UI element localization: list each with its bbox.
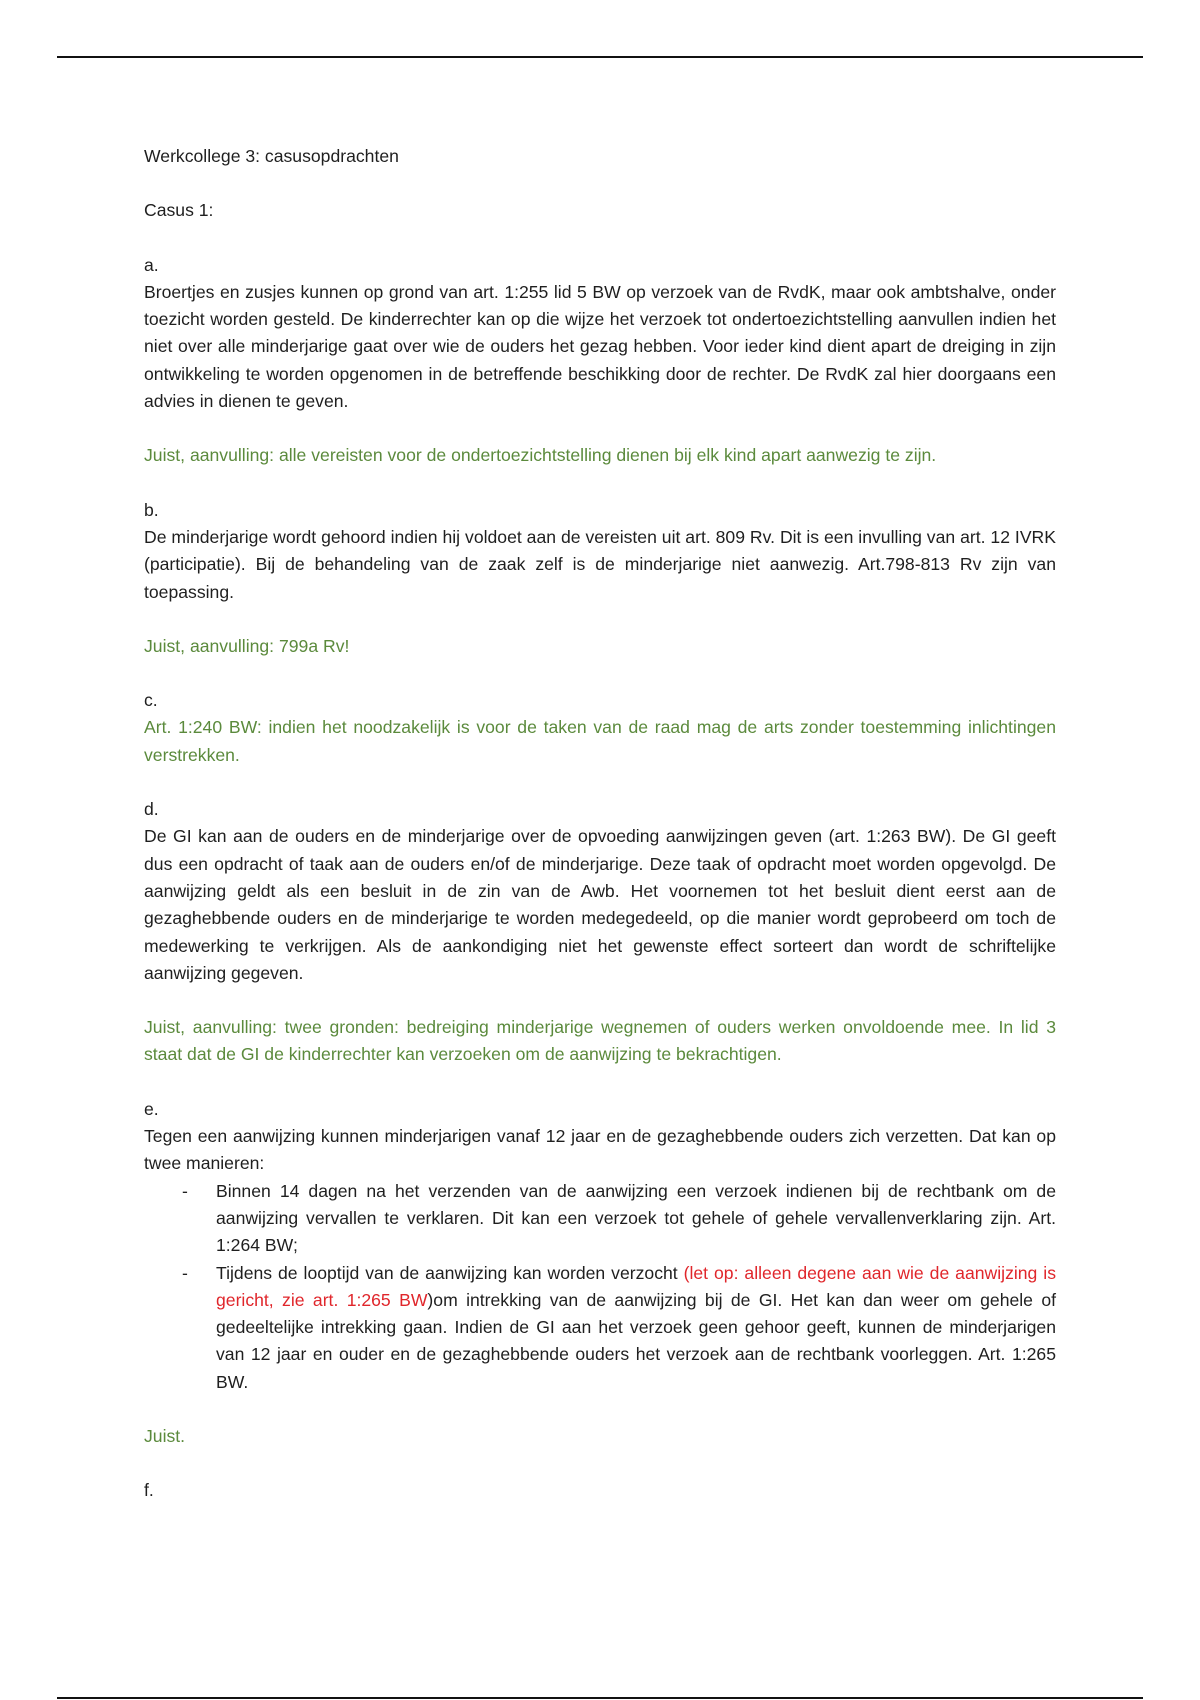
header-rule xyxy=(57,56,1143,58)
question-c-answer: Art. 1:240 BW: indien het noodzakelijk is voor de taken van de raad mag de arts zonder toestemming inlichtingen verstrekken. xyxy=(144,717,1056,765)
document-title: Werkcollege 3: casusopdrachten xyxy=(144,146,399,166)
question-a-label: a. xyxy=(144,254,159,275)
casus-heading: Casus 1: xyxy=(144,200,214,221)
question-b-feedback: Juist, aanvulling: 799a Rv! xyxy=(144,635,350,656)
question-e-intro: Tegen een aanwijzing kunnen minderjarigen vanaf 12 jaar en de gezaghebbende ouders zich verzetten. Dat kan op twee manieren: xyxy=(144,1126,1056,1174)
question-b-answer: De minderjarige wordt gehoord indien hij voldoet aan de vereisten uit art. 809 Rv. Dit is een invulling van art. 12 IVRK (participatie). Bij de behandeling van de zaak zelf is de minderjarige niet aanwezig. Art.798-813 Rv zijn van toepassing. xyxy=(144,526,1056,602)
bullet-dash: - xyxy=(182,1180,188,1201)
question-d-label: d. xyxy=(144,799,159,820)
footer-rule xyxy=(57,1697,1143,1699)
bullet-note-red: (let op: alleen degene aan wie de aanwijzing is gericht, zie art. 1:265 BW xyxy=(216,1262,1056,1310)
bullet-text-post: )om intrekking van de aanwijzing bij de GI. Het kan dan weer om gehele of gedeeltelijke intrekking gaan. Indien de GI aan het verzoek geen gehoor geeft, kunnen de minderjarigen van 12 jaar en ouder en de gezaghebbende ouders het verzoek aan de rechtbank voorleggen. Art. 1:265 BW. xyxy=(216,1289,1056,1392)
list-item xyxy=(144,1178,1056,1260)
question-d-answer: De GI kan aan de ouders en de minderjarige over de opvoeding aanwijzingen geven (art. 1:263 BW). De GI geeft dus een opdracht of taak aan de ouders en/of de minderjarige. Deze taak of opdracht moet worden opgevolgd. De aanwijzing geldt als een besluit in de zin van de Awb. Het voornemen tot het besluit dient eerst aan de gezaghebbende ouders en de minderjarige te worden medegedeeld, op die manier wordt geprobeerd om toch de medewerking te verkrijgen. Als de aankondiging niet het gewenste effect sorteert dan wordt de schriftelijke aanwijzing gegeven. xyxy=(144,826,1056,983)
question-f-label: f. xyxy=(144,1480,154,1501)
question-e-label: e. xyxy=(144,1098,159,1119)
document-body xyxy=(144,143,1056,1505)
bullet-text-pre: Tijdens de looptijd van de aanwijzing kan worden verzocht xyxy=(216,1262,684,1283)
question-c-label: c. xyxy=(144,690,158,711)
question-d-feedback: Juist, aanvulling: twee gronden: bedreiging minderjarige wegnemen of ouders werken onvoldoende mee. In lid 3 staat dat de GI de kinderrechter kan verzoeken om de aanwijzing te bekrachtigen. xyxy=(144,1017,1056,1065)
bullet-dash: - xyxy=(182,1262,188,1283)
question-a-answer: Broertjes en zusjes kunnen op grond van art. 1:255 lid 5 BW op verzoek van de RvdK, maar ook ambtshalve, onder toezicht worden gesteld. De kinderrechter kan op die wijze het verzoek tot ondertoezichtstelling aanvullen indien het niet over alle minderjarige gaat over wie de ouders het gezag hebben. Voor ieder kind dient apart de dreiging in zijn ontwikkeling te worden opgenomen in de betreffende beschikking door de rechter. De RvdK zal hier doorgaans een advies in dienen te geven. xyxy=(144,281,1056,412)
bullet-text: Binnen 14 dagen na het verzenden van de aanwijzing een verzoek indienen bij de rechtbank om de aanwijzing vervallen te verklaren. Dit kan een verzoek tot gehele of gehele vervallenverklaring zijn. Art. 1:264 BW; xyxy=(216,1180,1056,1256)
question-e-list xyxy=(144,1178,1056,1396)
question-e-feedback: Juist. xyxy=(144,1425,186,1446)
question-b-label: b. xyxy=(144,499,159,520)
list-item xyxy=(144,1260,1056,1396)
question-a-feedback: Juist, aanvulling: alle vereisten voor de ondertoezichtstelling dienen bij elk kind apart aanwezig te zijn. xyxy=(144,445,937,466)
